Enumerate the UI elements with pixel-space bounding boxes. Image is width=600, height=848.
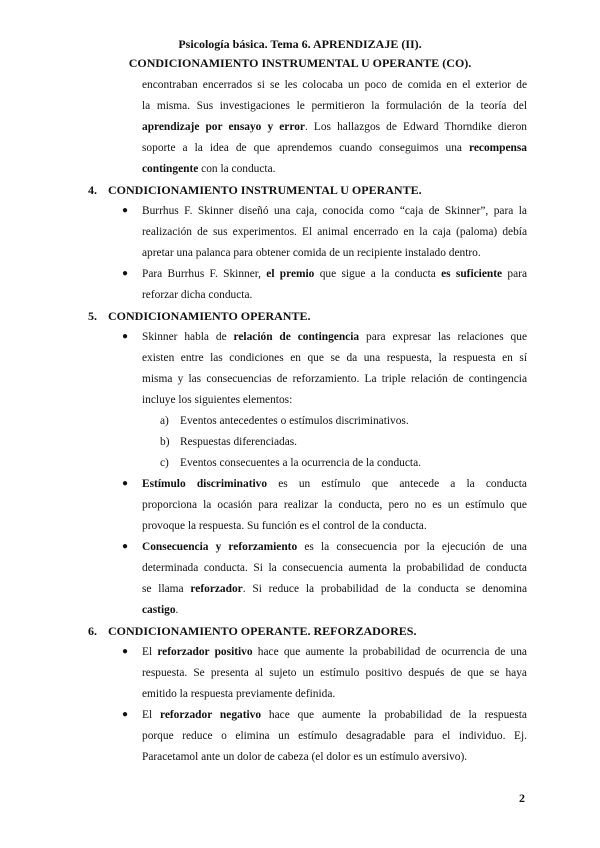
list-item-label: b) [160,436,170,448]
section-number: 5. [88,309,97,323]
paragraph-line: El reforzador negativo hace que aumente la probabilidad de la respuesta [142,709,527,721]
paragraph-line: la misma. Sus investigaciones le permitieron la formulación de la teoría del [142,100,527,112]
list-item-label: c) [160,457,169,469]
paragraph-line: porque reduce o elimina un estímulo desagradable para el individuo. Ej. [142,730,527,742]
section-number: 4. [88,183,97,197]
bullet-icon: ● [122,331,129,342]
bullet-icon: ● [122,205,129,216]
bold-term: recompensa [469,142,527,154]
paragraph-line: misma y las consecuencias de reforzamiento. La triple relación de contingencia [142,373,527,385]
paragraph-line: se llama reforzador. Si reduce la probabilidad de la conducta se denomina [142,583,527,595]
paragraph-line: Paracetamol ante un dolor de cabeza (el dolor es un estímulo aversivo). [142,751,468,763]
list-item: Eventos antecedentes o estímulos discriminativos. [180,415,409,427]
bold-term: relación de contingencia [233,331,360,343]
paragraph-line: El reforzador positivo hace que aumente la probabilidad de ocurrencia de una [142,646,527,658]
paragraph-line: reforzar dicha conducta. [142,289,253,301]
bullet-icon: ● [122,541,129,552]
paragraph-line: apretar una palanca para obtener comida de un recipiente instalado dentro. [142,247,481,259]
paragraph-line: respuesta. Se presenta al sujeto un estímulo positivo después de que se haya [142,667,527,679]
paragraph-line: provoque la respuesta. Su función es el control de la conducta. [142,520,427,532]
section-heading: CONDICIONAMIENTO OPERANTE. REFORZADORES. [108,624,417,638]
paragraph-line: Para Burrhus F. Skinner, el premio que sigue a la conducta es suficiente para [142,268,527,280]
bold-term: Estímulo discriminativo [142,478,268,490]
bold-term: contingente [142,163,199,175]
section-heading: CONDICIONAMIENTO OPERANTE. [108,309,311,323]
bullet-icon: ● [122,478,129,489]
page-number: 2 [519,791,525,805]
paragraph-line: emitido la respuesta previamente definida. [142,688,336,700]
bold-term: aprendizaje por ensayo y error [142,121,305,133]
page-header-title: Psicología básica. Tema 6. APRENDIZAJE (II). [178,37,422,51]
paragraph-line: aprendizaje por ensayo y error. Los hallazgos de Edward Thorndike dieron [142,121,527,133]
bold-term: reforzador [190,583,243,595]
list-item: Respuestas diferenciadas. [180,436,298,448]
paragraph-line: soporte a la idea de que aprendemos cuando conseguimos una recompensa [142,142,527,154]
paragraph-line: contingente con la conducta. [142,163,276,175]
bullet-icon: ● [122,268,129,279]
bold-term: reforzador positivo [157,646,253,658]
paragraph-line: determinada conducta. Si la consecuencia aumenta la probabilidad de conducta [142,562,527,574]
paragraph-line: existen entre las condiciones en que se da una respuesta, la respuesta en sí [142,352,527,364]
bold-term: es suficiente [441,268,503,280]
list-item: Eventos consecuentes a la ocurrencia de la conducta. [180,457,421,469]
paragraph-line: Burrhus F. Skinner diseñó una caja, conocida como “caja de Skinner”, para la [142,205,527,217]
paragraph-line: Consecuencia y reforzamiento es la consecuencia por la ejecución de una [142,541,527,553]
bold-term: Consecuencia y reforzamiento [142,541,298,553]
bold-term: reforzador negativo [159,709,262,721]
paragraph-line: realización de sus experimentos. El animal encerrado en la caja (paloma) debía [142,226,527,238]
section-number: 6. [88,624,97,638]
bullet-icon: ● [122,709,129,720]
paragraph-line: Skinner habla de relación de contingencia para expresar las relaciones que [142,331,528,343]
paragraph-line: incluye los siguientes elementos: [142,394,293,406]
paragraph-line: proporciona la ocasión para realizar la conducta, pero no es un estímulo que [142,499,527,511]
bold-term: castigo [142,604,176,616]
paragraph-line: castigo. [142,604,179,616]
section-heading: CONDICIONAMIENTO INSTRUMENTAL U OPERANTE. [108,183,422,197]
paragraph-line: Estímulo discriminativo es un estímulo que antecede a la conducta [142,478,527,490]
paragraph-line: encontraban encerrados si se les colocaba un poco de comida en el exterior de [142,79,527,91]
list-item-label: a) [160,415,169,427]
bullet-icon: ● [122,646,129,657]
page-header-subtitle: CONDICIONAMIENTO INSTRUMENTAL U OPERANTE (CO). [128,56,472,70]
bold-term: el premio [266,268,315,280]
